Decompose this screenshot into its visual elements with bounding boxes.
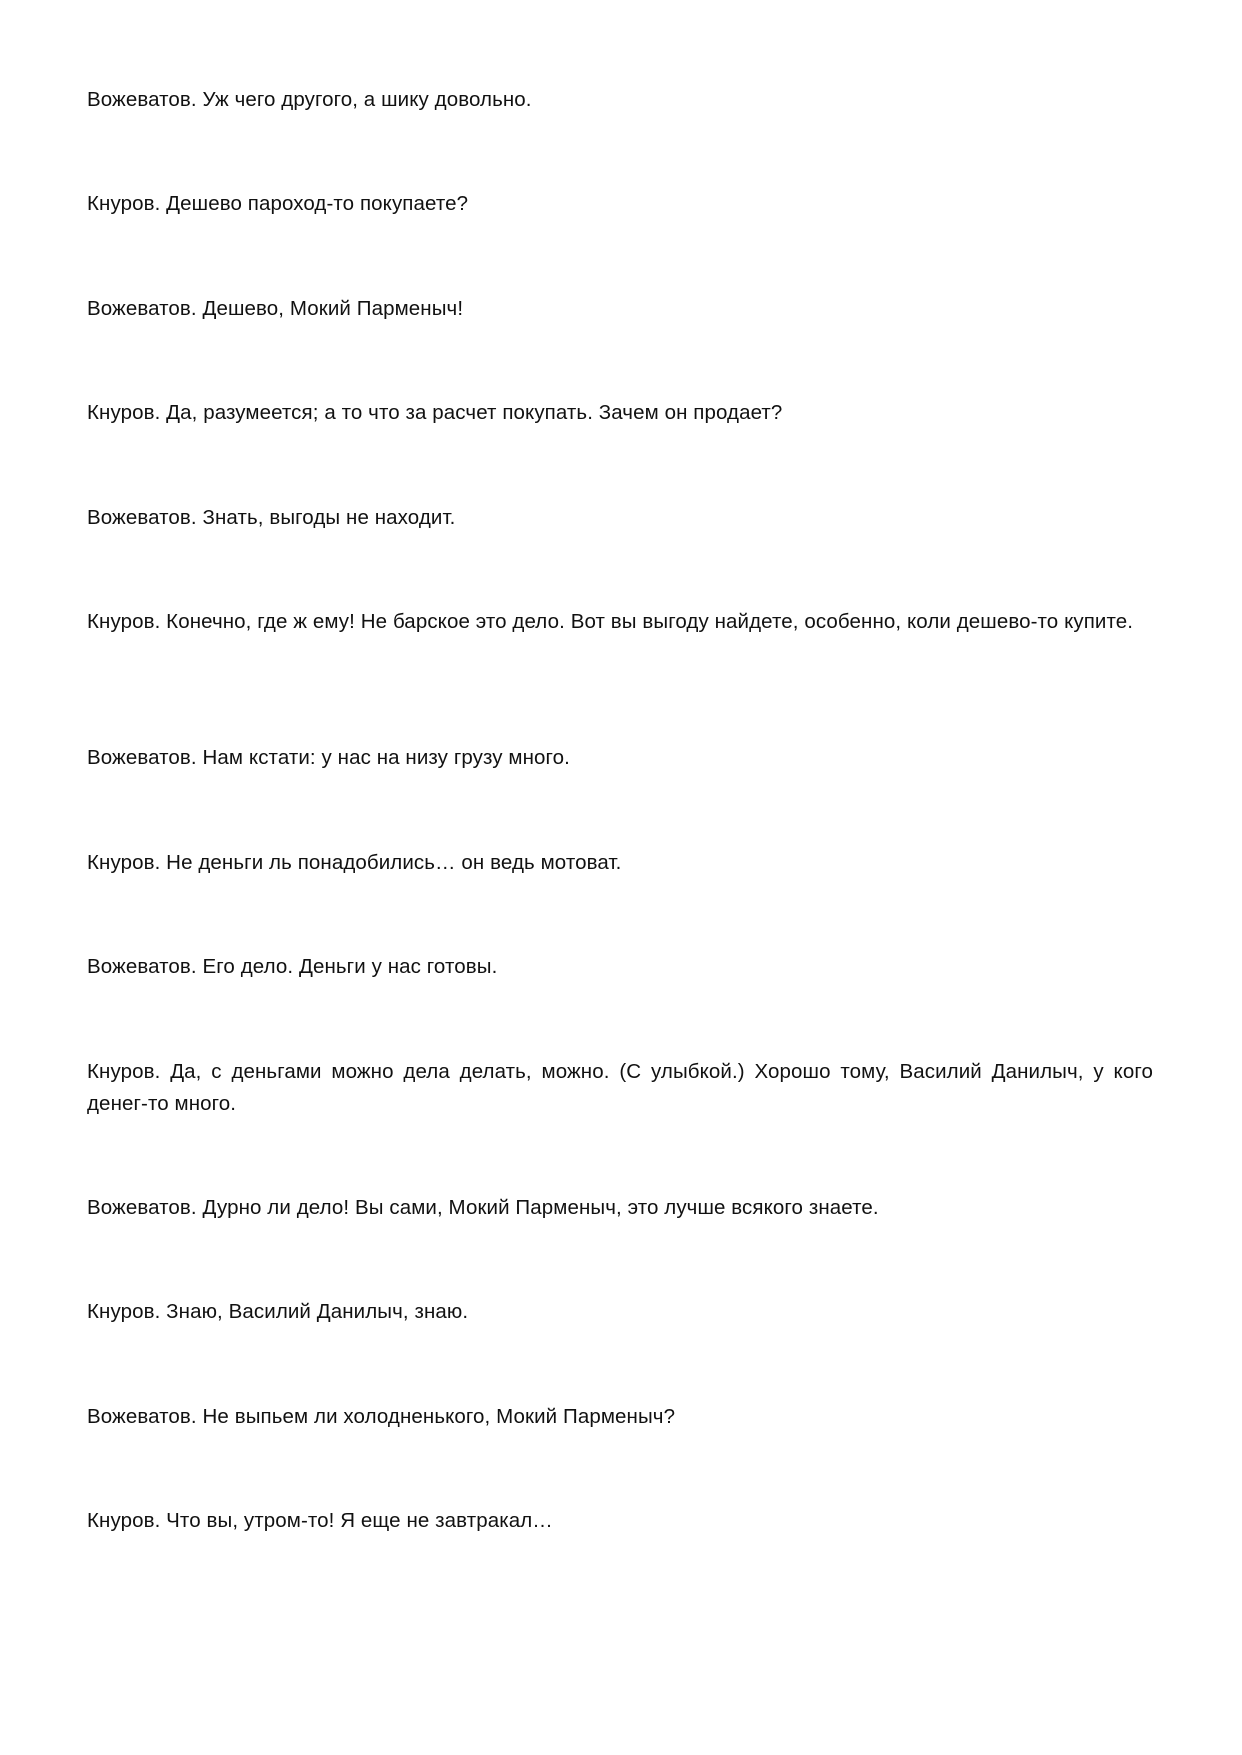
line-text: Знать, выгоды не находит.: [202, 506, 456, 529]
speaker-name: Вожеватов.: [87, 1405, 197, 1428]
line-text: Да, разумеется; а то что за расчет покупать. Зачем он продает?: [166, 401, 783, 424]
line-text: Нам кстати: у нас на низу грузу много.: [202, 746, 570, 769]
line-text: Конечно, где ж ему! Не барское это дело. Вот вы выгоду найдете, особенно, коли дешево-то купите.: [166, 610, 1134, 633]
line-text: Дурно ли дело! Вы сами, Мокий Парменыч, это лучше всякого знаете.: [202, 1196, 879, 1219]
dialogue-line: [87, 1296, 1153, 1328]
dialogue-line: [87, 84, 1153, 116]
line-text: Что вы, утром-то! Я еще не завтракал…: [166, 1509, 553, 1532]
line-text: Дешево, Мокий Парменыч!: [202, 297, 464, 320]
line-text: Его дело. Деньги у нас готовы.: [202, 955, 498, 978]
dialogue-line: [87, 1056, 1153, 1120]
line-text: Уж чего другого, а шику довольно.: [202, 88, 532, 111]
dialogue-line: [87, 502, 1153, 534]
speaker-name: Кнуров.: [87, 1509, 161, 1532]
line-text: Дешево пароход-то покупаете?: [166, 192, 469, 215]
speaker-name: Кнуров.: [87, 851, 161, 874]
speaker-name: Кнуров.: [87, 1060, 161, 1083]
dialogue-line: [87, 293, 1153, 325]
speaker-name: Вожеватов.: [87, 88, 197, 111]
line-text: Да, с деньгами можно дела делать, можно. (С улыбкой.) Хорошо тому, Василий Данилыч, у кого денег-то много.: [87, 1060, 1153, 1115]
dialogue-line: [87, 188, 1153, 220]
speaker-name: Кнуров.: [87, 610, 161, 633]
speaker-name: Вожеватов.: [87, 1196, 197, 1219]
dialogue-line: [87, 1192, 1153, 1224]
speaker-name: Вожеватов.: [87, 506, 197, 529]
dialogue-line: [87, 951, 1153, 983]
line-text: Не деньги ль понадобились… он ведь мотоват.: [166, 851, 622, 874]
speaker-name: Вожеватов.: [87, 746, 197, 769]
speaker-name: Кнуров.: [87, 192, 161, 215]
line-text: Не выпьем ли холодненького, Мокий Парменыч?: [202, 1405, 676, 1428]
speaker-name: Вожеватов.: [87, 297, 197, 320]
dialogue-line: [87, 606, 1153, 638]
speaker-name: Вожеватов.: [87, 955, 197, 978]
line-text: Знаю, Василий Данилыч, знаю.: [166, 1300, 469, 1323]
dialogue-line: [87, 742, 1153, 774]
dialogue-line: [87, 1505, 1153, 1537]
speaker-name: Кнуров.: [87, 401, 161, 424]
dialogue-line: [87, 1401, 1153, 1433]
speaker-name: Кнуров.: [87, 1300, 161, 1323]
dialogue-line: [87, 847, 1153, 879]
dialogue-line: [87, 397, 1153, 429]
